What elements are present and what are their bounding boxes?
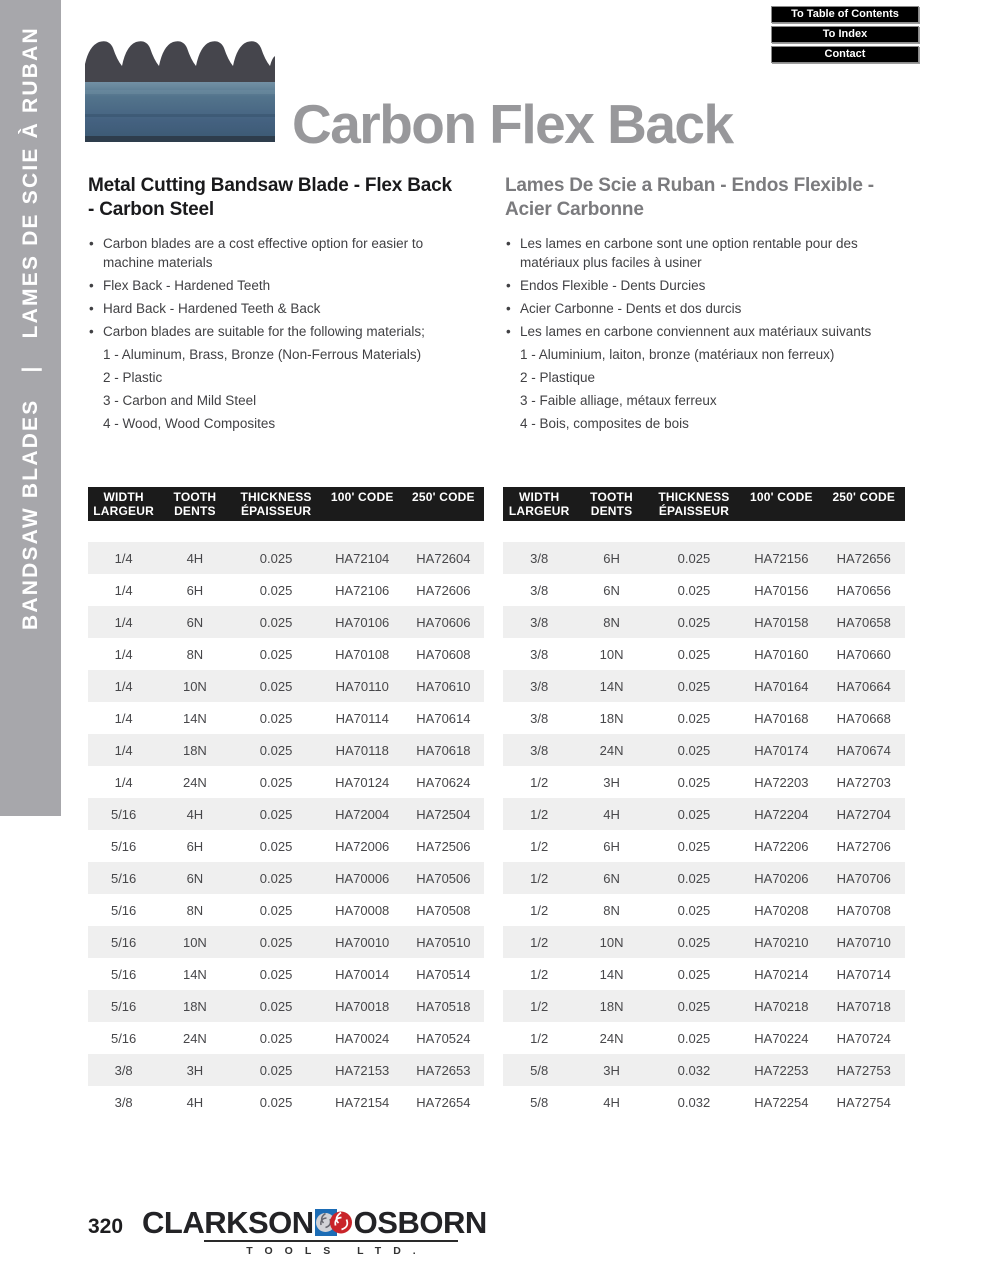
cell-width: 3/8 [530,550,549,566]
product-table-left-header [88,487,484,521]
product-table-right [503,487,905,1118]
cell-thickness: 0.025 [259,710,293,726]
table-row [503,926,905,958]
cell-width: 5/16 [110,1030,137,1046]
cell-250-code: HA70524 [416,1030,471,1046]
cell-100-code: HA72154 [335,1094,390,1110]
cell-250-code: HA72654 [416,1094,471,1110]
cell-thickness: 0.025 [259,966,293,982]
cell-thickness: 0.025 [259,742,293,758]
cell-width: 3/8 [530,742,549,758]
table-row [88,1054,484,1086]
col-header-tooth: TOOTH DENTS [173,490,217,518]
cell-100-code: HA70114 [335,710,389,726]
cell-tooth: 6H [186,582,204,598]
cell-250-code: HA70664 [836,678,891,694]
cell-250-code: HA72754 [836,1094,891,1110]
cell-tooth: 10N [182,678,207,694]
english-heading-line1: Metal Cutting Bandsaw Blade - Flex Back [88,175,452,196]
cell-250-code: HA72504 [416,806,471,822]
french-bullet: • Endos Flexible - Dents Durcies [505,276,881,295]
cell-tooth: 4H [186,1094,204,1110]
cell-250-code: HA70708 [836,902,891,918]
french-material-item: 4 - Bois, composites de bois [520,416,689,431]
french-heading-line1: Lames De Scie a Ruban - Endos Flexible - [505,175,874,196]
section-french [505,174,917,437]
cell-250-code: HA70660 [836,646,891,662]
cell-width: 1/4 [114,550,133,566]
cell-100-code: HA70106 [335,614,390,630]
cell-100-code: HA70118 [335,742,389,758]
brand-subtitle: TOOLS LTD. [204,1240,458,1257]
english-material-item: 4 - Wood, Wood Composites [103,416,276,431]
cell-250-code: HA70668 [836,710,891,726]
cell-100-code: HA70156 [754,582,809,598]
cell-thickness: 0.025 [677,582,711,598]
english-bullet-list [88,234,440,341]
cell-thickness: 0.025 [259,838,293,854]
section-english [88,174,488,437]
table-row [88,1086,484,1118]
cell-tooth: 4H [603,806,620,822]
cell-100-code: HA70024 [335,1030,390,1046]
cell-250-code: HA70714 [836,966,891,982]
cell-thickness: 0.032 [677,1062,711,1078]
cell-250-code: HA72656 [836,550,891,566]
cell-100-code: HA70014 [335,966,390,982]
cell-100-code: HA70214 [754,966,809,982]
cell-100-code: HA72153 [335,1062,390,1078]
product-table-left [88,487,484,1118]
table-row [503,1022,905,1054]
french-heading [505,174,917,222]
cell-100-code: HA70218 [754,998,809,1014]
cell-width: 1/2 [530,966,549,982]
french-bullet: • Les lames en carbone conviennent aux matériaux suivants [505,322,881,341]
cell-thickness: 0.025 [677,646,711,662]
col-header-tooth: TOOTH DENTS [590,490,633,518]
cell-thickness: 0.025 [677,550,711,566]
cell-tooth: 4H [603,1094,620,1110]
english-material-item: 3 - Carbon and Mild Steel [103,393,257,408]
cell-250-code: HA70718 [836,998,891,1014]
table-row [88,926,484,958]
cell-width: 1/4 [114,742,133,758]
cell-tooth: 14N [182,966,207,982]
cell-100-code: HA70210 [754,934,809,950]
cell-250-code: HA70656 [836,582,891,598]
table-row [503,1086,905,1118]
sidebar-label-en: BANDSAW BLADES [19,398,42,630]
clarkson-osborn-logo-icon [315,1207,353,1238]
cell-thickness: 0.025 [677,870,711,886]
cell-width: 5/16 [110,934,137,950]
cell-tooth: 18N [182,742,207,758]
cell-250-code: HA70608 [416,646,471,662]
cell-100-code: HA70208 [754,902,809,918]
col-header-width: WIDTH LARGEUR [93,490,154,518]
french-material-item: 2 - Plastique [520,370,596,385]
cell-100-code: HA72106 [335,582,390,598]
table-row [503,574,905,606]
table-row [503,606,905,638]
table-row [503,638,905,670]
table-row [503,830,905,862]
cell-thickness: 0.025 [677,838,711,854]
cell-250-code: HA70658 [836,614,891,630]
cell-thickness: 0.025 [259,646,293,662]
cell-100-code: HA72156 [754,550,809,566]
cell-100-code: HA72203 [754,774,809,790]
cell-250-code: HA70724 [836,1030,891,1046]
cell-100-code: HA70158 [754,614,809,630]
cell-width: 1/2 [530,838,549,854]
cell-width: 3/8 [530,614,549,630]
cell-100-code: HA70108 [335,646,390,662]
cell-width: 1/2 [530,774,549,790]
cell-tooth: 3H [186,1062,204,1078]
cell-tooth: 24N [599,742,624,758]
cell-250-code: HA70506 [416,870,471,886]
cell-tooth: 8N [186,902,204,918]
cell-width: 1/4 [114,678,133,694]
product-table-left-body [88,542,484,1118]
cell-250-code: HA70610 [416,678,471,694]
cell-thickness: 0.025 [677,806,711,822]
cell-100-code: HA70224 [754,1030,809,1046]
cell-width: 1/4 [114,614,133,630]
cell-thickness: 0.025 [259,1094,293,1110]
table-row [88,574,484,606]
cell-width: 1/4 [114,710,133,726]
nav-button[interactable]: To Table of Contents [771,6,919,23]
cell-250-code: HA72653 [416,1062,471,1078]
cell-250-code: HA70614 [416,710,471,726]
cell-width: 1/4 [114,774,133,790]
table-row [88,542,484,574]
table-row [88,638,484,670]
french-bullet: • Acier Carbonne - Dents et dos durcis [505,299,881,318]
cell-tooth: 14N [599,966,624,982]
cell-width: 1/2 [530,1030,549,1046]
cell-tooth: 6H [186,838,204,854]
footer [88,1206,508,1262]
cell-thickness: 0.025 [259,774,293,790]
cell-100-code: HA72006 [335,838,390,854]
cell-100-code: HA70168 [754,710,809,726]
cell-width: 3/8 [530,678,549,694]
cell-thickness: 0.025 [677,614,711,630]
cell-thickness: 0.025 [259,1062,293,1078]
cell-thickness: 0.025 [259,902,293,918]
cell-tooth: 10N [182,934,207,950]
cell-thickness: 0.025 [677,902,711,918]
cell-tooth: 6N [603,582,620,598]
bandsaw-blade-photo [85,18,275,148]
cell-250-code: HA70618 [416,742,471,758]
cell-250-code: HA70518 [416,998,471,1014]
table-row [88,734,484,766]
cell-tooth: 10N [599,934,624,950]
cell-thickness: 0.025 [259,806,293,822]
table-row [88,958,484,990]
english-material-item: 1 - Aluminum, Brass, Bronze (Non-Ferrous Materials) [103,347,422,362]
brand-clarkson: CLARKSON [142,1205,314,1240]
page-title: Carbon Flex Back [292,93,733,155]
cell-thickness: 0.025 [677,678,711,694]
table-row [88,766,484,798]
cell-250-code: HA72604 [416,550,471,566]
cell-thickness: 0.025 [259,550,293,566]
cell-width: 5/16 [110,806,137,822]
sidebar-vertical-label [0,0,61,816]
cell-width: 1/4 [114,582,133,598]
table-row [503,670,905,702]
cell-100-code: HA70008 [335,902,390,918]
cell-thickness: 0.025 [677,966,711,982]
brand-osborn: OSBORN [353,1205,487,1240]
cell-250-code: HA70510 [416,934,471,950]
cell-tooth: 14N [182,710,207,726]
cell-thickness: 0.025 [677,934,711,950]
french-materials-list [505,345,917,433]
cell-tooth: 18N [182,998,207,1014]
table-row [503,862,905,894]
sidebar-label-fr: LAMES DE SCIE À RUBAN [19,26,42,339]
col-header-250-code: 250' CODE [832,490,896,504]
cell-tooth: 6N [186,870,204,886]
cell-thickness: 0.025 [259,870,293,886]
cell-width: 3/8 [530,646,549,662]
cell-tooth: 3H [603,774,620,790]
cell-width: 5/16 [110,998,137,1014]
cell-tooth: 8N [603,614,620,630]
cell-width: 1/2 [530,934,549,950]
cell-250-code: HA72704 [836,806,891,822]
cell-thickness: 0.025 [259,678,293,694]
cell-tooth: 8N [186,646,204,662]
cell-100-code: HA70110 [335,678,389,694]
table-row [88,606,484,638]
cell-tooth: 3H [603,1062,620,1078]
col-header-100-code: 100' CODE [750,490,813,504]
col-header-thickness: THICKNESS ÉPAISSEUR [658,490,730,518]
sidebar-label-separator: | [19,364,42,373]
cell-width: 3/8 [530,582,549,598]
table-row [88,862,484,894]
cell-width: 1/4 [114,646,133,662]
cell-thickness: 0.025 [677,774,711,790]
english-materials-list [88,345,488,433]
english-bullet: • Carbon blades are a cost effective option for easier to machine materials [88,234,440,272]
english-heading-line2: - Carbon Steel [88,199,214,220]
table-row [88,798,484,830]
cell-tooth: 18N [599,998,624,1014]
cell-100-code: HA72104 [335,550,390,566]
cell-250-code: HA72753 [836,1062,891,1078]
nav-button[interactable]: To Index [771,26,919,43]
cell-tooth: 24N [599,1030,624,1046]
cell-100-code: HA72253 [754,1062,809,1078]
nav-buttons [771,6,919,66]
table-row [503,798,905,830]
cell-width: 5/16 [110,966,137,982]
cell-100-code: HA70006 [335,870,390,886]
nav-button[interactable]: Contact [771,46,919,63]
cell-tooth: 6N [186,614,204,630]
cell-tooth: 6H [603,838,620,854]
cell-width: 1/2 [530,806,549,822]
cell-250-code: HA72506 [416,838,471,854]
cell-width: 5/8 [530,1094,549,1110]
col-header-width: WIDTH LARGEUR [508,490,570,518]
cell-100-code: HA70174 [754,742,809,758]
table-row [503,894,905,926]
cell-thickness: 0.025 [259,582,293,598]
english-bullet: • Carbon blades are suitable for the following materials; [88,322,440,341]
cell-width: 5/16 [110,838,137,854]
table-row [503,542,905,574]
cell-thickness: 0.025 [677,710,711,726]
sidebar-bandsaw-blades [0,0,61,816]
cell-250-code: HA70674 [836,742,891,758]
table-row [503,766,905,798]
table-row [503,990,905,1022]
cell-thickness: 0.025 [259,998,293,1014]
cell-width: 3/8 [114,1094,133,1110]
cell-tooth: 4H [186,550,204,566]
table-row [88,670,484,702]
product-table-right-header [503,487,905,521]
cell-tooth: 6H [603,550,620,566]
cell-tooth: 6N [603,870,620,886]
english-bullet: • Hard Back - Hardened Teeth & Back [88,299,440,318]
french-material-item: 3 - Faible alliage, métaux ferreux [520,393,717,408]
english-material-item: 2 - Plastic [103,370,163,385]
french-heading-line2: Acier Carbonne [505,199,644,220]
cell-100-code: HA72254 [754,1094,809,1110]
cell-tooth: 14N [599,678,624,694]
cell-thickness: 0.025 [259,614,293,630]
cell-width: 1/2 [530,870,549,886]
table-row [88,702,484,734]
table-row [88,1022,484,1054]
cell-thickness: 0.025 [677,998,711,1014]
cell-width: 1/2 [530,902,549,918]
french-material-item: 1 - Aluminium, laiton, bronze (matériaux non ferreux) [520,347,835,362]
cell-100-code: HA70010 [335,934,390,950]
cell-250-code: HA70710 [836,934,891,950]
cell-100-code: HA70018 [335,998,390,1014]
table-row [503,734,905,766]
cell-250-code: HA70508 [416,902,471,918]
cell-100-code: HA70160 [754,646,809,662]
table-row [88,894,484,926]
french-bullet: • Les lames en carbone sont une option rentable pour des matériaux plus faciles à usiner [505,234,881,272]
cell-100-code: HA70206 [754,870,809,886]
cell-thickness: 0.032 [677,1094,711,1110]
cell-thickness: 0.025 [677,742,711,758]
table-row [503,958,905,990]
col-header-100-code: 100' CODE [330,490,394,504]
cell-100-code: HA70124 [335,774,390,790]
french-bullet-list [505,234,881,341]
cell-100-code: HA72204 [754,806,809,822]
brand-logo [142,1206,487,1257]
cell-width: 3/8 [114,1062,133,1078]
cell-tooth: 24N [182,774,207,790]
cell-tooth: 10N [599,646,624,662]
table-row [503,1054,905,1086]
cell-thickness: 0.025 [259,1030,293,1046]
cell-width: 3/8 [530,710,549,726]
table-row [88,830,484,862]
cell-tooth: 8N [603,902,620,918]
cell-100-code: HA70164 [754,678,809,694]
cell-thickness: 0.025 [259,934,293,950]
cell-width: 1/2 [530,998,549,1014]
product-table-right-body [503,542,905,1118]
cell-tooth: 24N [182,1030,207,1046]
cell-250-code: HA72706 [836,838,891,854]
cell-250-code: HA72703 [836,774,891,790]
cell-250-code: HA70514 [416,966,471,982]
english-heading [88,174,488,222]
brand-wordmark [142,1206,487,1240]
cell-width: 5/16 [110,870,137,886]
cell-width: 5/8 [530,1062,549,1078]
cell-thickness: 0.025 [677,1030,711,1046]
cell-100-code: HA72004 [335,806,390,822]
table-row [88,990,484,1022]
page-number: 320 [88,1215,124,1238]
english-bullet: • Flex Back - Hardened Teeth [88,276,440,295]
cell-tooth: 4H [186,806,204,822]
cell-250-code: HA70606 [416,614,471,630]
col-header-250-code: 250' CODE [412,490,475,504]
table-row [503,702,905,734]
cell-250-code: HA70706 [836,870,891,886]
col-header-thickness: THICKNESS ÉPAISSEUR [240,490,312,518]
cell-100-code: HA72206 [754,838,809,854]
cell-250-code: HA72606 [416,582,471,598]
cell-tooth: 18N [599,710,624,726]
cell-width: 5/16 [110,902,137,918]
bandsaw-blade-illustration [85,18,275,148]
cell-250-code: HA70624 [416,774,471,790]
